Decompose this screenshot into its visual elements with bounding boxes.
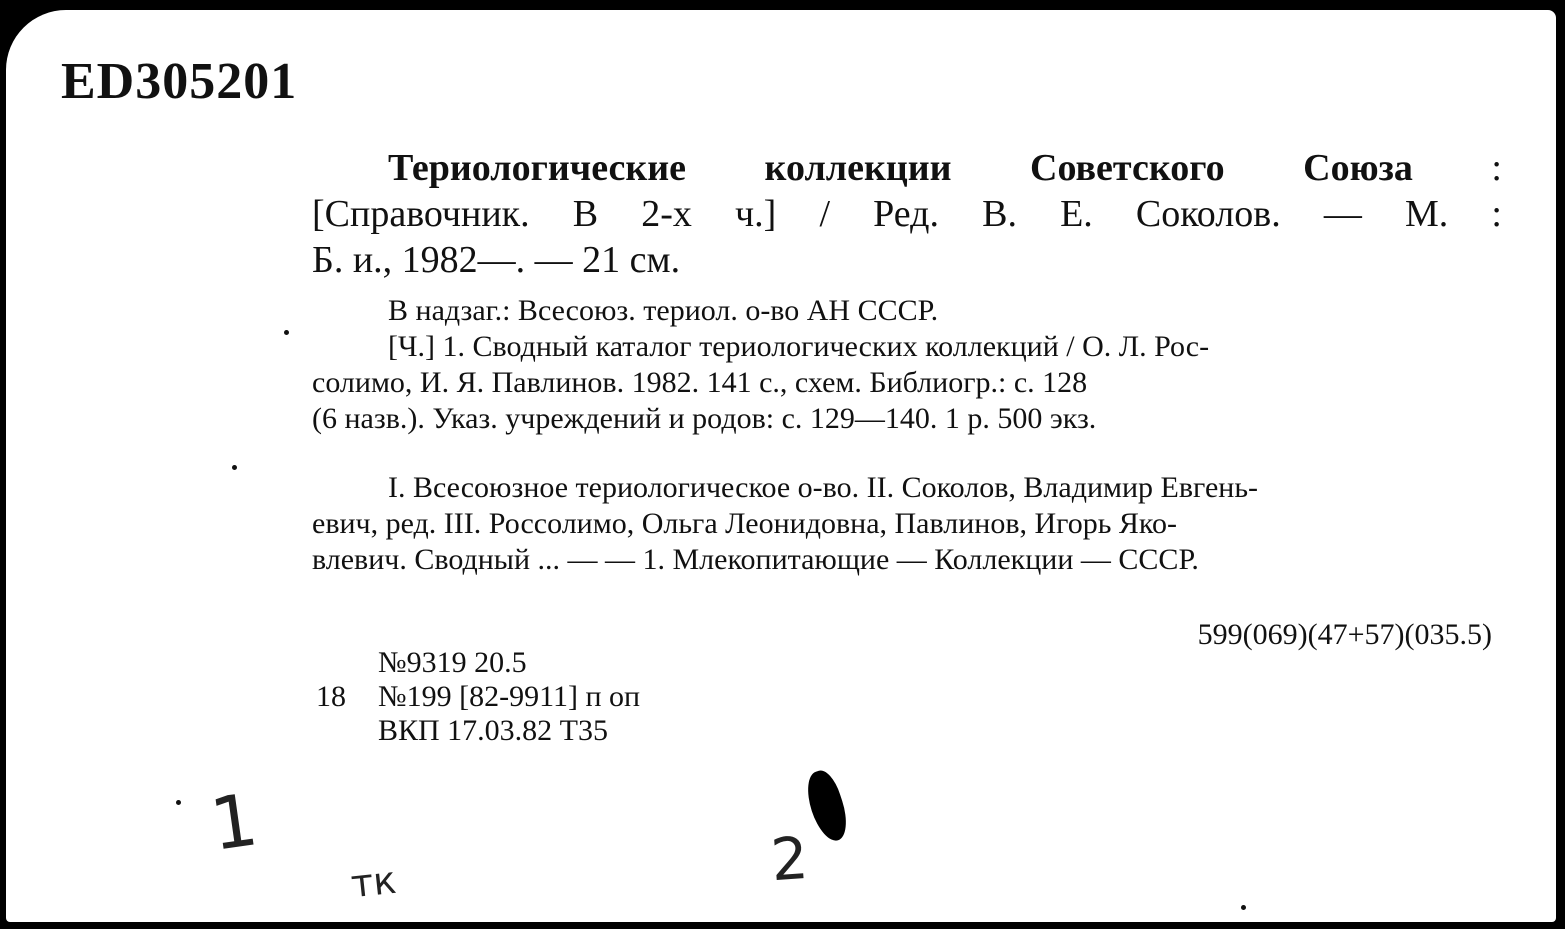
title-word: Ред. [873, 193, 939, 235]
note-line: В надзаг.: Всесоюз. териол. о-во АН СССР. [388, 294, 939, 327]
title-word: : [1491, 147, 1502, 189]
meta-row [316, 680, 640, 714]
tracing-line: евич, ред. III. Россолимо, Ольга Леонидовна, Павлинов, Игорь Яко- [312, 507, 1177, 540]
title-word: В. [982, 193, 1017, 235]
title-word: М. [1404, 193, 1449, 235]
ink-blot [801, 767, 854, 845]
meta-row [316, 714, 640, 748]
title-word: коллекции [764, 147, 952, 189]
title-block [312, 145, 1502, 283]
title-word: [Справочник. [312, 193, 530, 235]
title-word: Териологические [388, 147, 687, 189]
title-line-2 [312, 191, 1502, 237]
title-line-1 [312, 145, 1502, 191]
tracings-block [312, 470, 1502, 578]
title-word: Союза [1303, 147, 1413, 189]
title-line-3: Б. и., 1982—. — 21 см. [312, 239, 681, 281]
title-word: Е. [1060, 193, 1093, 235]
speck [1241, 905, 1246, 910]
title-word: 2-х [641, 193, 692, 235]
meta-value: ВКП 17.03.82 Т35 [378, 714, 609, 747]
tracing-line: влевич. Сводный ... — — 1. Млекопитающие — Коллекции — СССР. [312, 543, 1199, 576]
title-word: / [819, 193, 830, 235]
meta-lead: 18 [316, 680, 346, 713]
catalog-card [6, 10, 1556, 922]
note-line: (6 назв.). Указ. учреждений и родов: с. 129—140. 1 р. 500 экз. [312, 402, 1097, 435]
speck [232, 465, 237, 470]
udc-classification: 599(069)(47+57)(035.5) [1197, 618, 1492, 651]
note-line: [Ч.] 1. Сводный каталог териологических коллекций / О. Л. Рос- [388, 330, 1210, 363]
meta-value: №9319 20.5 [378, 646, 527, 679]
title-word: ч.] [735, 193, 777, 235]
print-meta [316, 646, 640, 748]
note-line: солимо, И. Я. Павлинов. 1982. 141 с., схем. Библиогр.: с. 128 [312, 366, 1088, 399]
title-word: — [1323, 193, 1362, 235]
title-word: Советского [1030, 147, 1225, 189]
meta-value: №199 [82-9911] п оп [378, 680, 641, 713]
inventory-number: ED305201 [61, 53, 298, 110]
title-word: В [572, 193, 599, 235]
handwritten-mark: тк [348, 857, 399, 907]
notes-block [312, 293, 1502, 437]
title-word: : [1491, 193, 1502, 235]
handwritten-mark: 2 [768, 823, 811, 895]
handwritten-mark: 1 [205, 777, 263, 867]
meta-row [316, 646, 640, 680]
speck [284, 330, 289, 335]
title-word: Соколов. [1135, 193, 1281, 235]
speck [176, 800, 181, 805]
tracing-line: I. Всесоюзное териологическое о-во. II. Соколов, Владимир Евгень- [388, 471, 1258, 504]
